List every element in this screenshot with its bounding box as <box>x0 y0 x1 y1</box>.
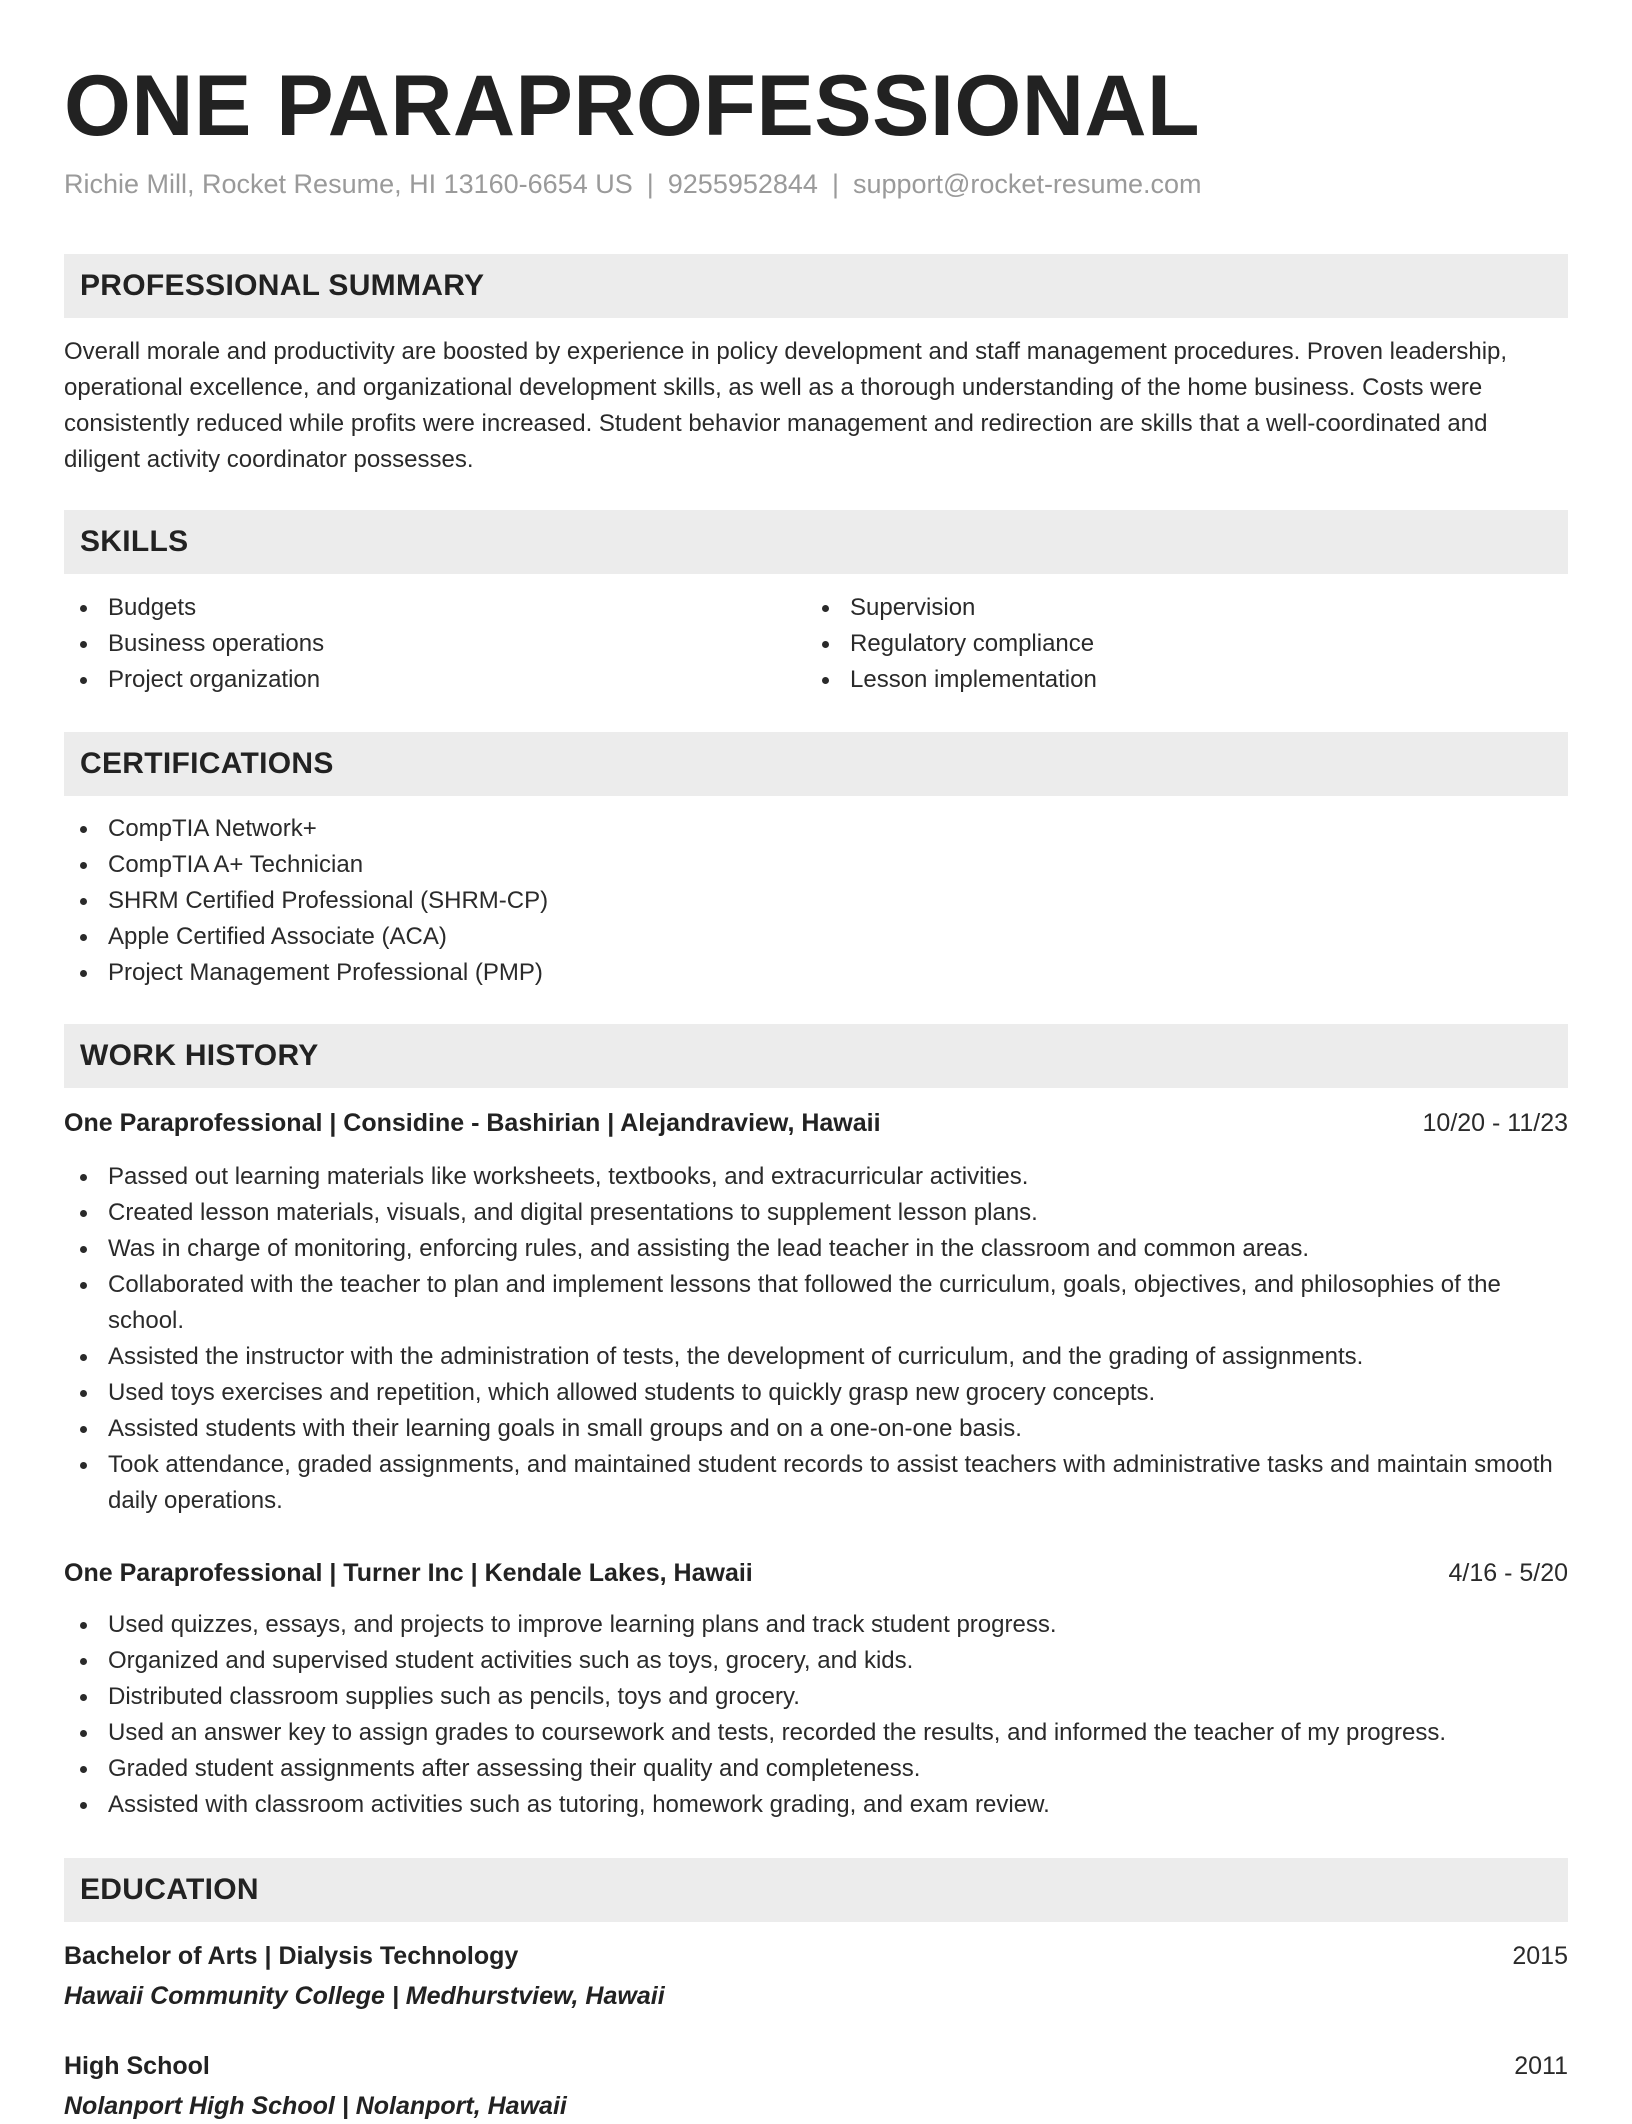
skill-item: Business operations <box>64 626 804 662</box>
job-bullet: Used toys exercises and repetition, which allowed students to quickly grasp new grocery concepts. <box>64 1375 1568 1411</box>
job-dates: 10/20 - 11/23 <box>1422 1109 1568 1137</box>
job-title: One Paraprofessional | Turner Inc | Kendale Lakes, Hawaii <box>64 1559 753 1587</box>
degree-title: High School <box>64 2052 210 2080</box>
certification-item: CompTIA A+ Technician <box>64 847 1568 883</box>
contact-separator: | <box>831 169 839 199</box>
education-entry-header <box>64 2048 1568 2084</box>
school-name: Nolanport High School | Nolanport, Hawaii <box>64 2092 567 2120</box>
section-header-work-history <box>64 1024 1568 1088</box>
skill-item: Supervision <box>806 590 1546 626</box>
section-title: SKILLS <box>80 525 189 558</box>
section-header-summary <box>64 254 1568 318</box>
skill-item: Budgets <box>64 590 804 626</box>
job-bullet: Was in charge of monitoring, enforcing rules, and assisting the lead teacher in the classroom and common areas. <box>64 1231 1568 1267</box>
graduation-year: 2011 <box>1514 2052 1568 2080</box>
job-bullet: Assisted students with their learning goals in small groups and on a one-on-one basis. <box>64 1411 1568 1447</box>
section-title: EDUCATION <box>80 1873 259 1906</box>
contact-line <box>64 166 1201 202</box>
job-bullet: Graded student assignments after assessing their quality and completeness. <box>64 1751 1568 1787</box>
contact-phone: 9255952844 <box>667 169 818 199</box>
skill-item: Regulatory compliance <box>806 626 1546 662</box>
certifications-list <box>64 811 1568 991</box>
job-bullet: Passed out learning materials like worksheets, textbooks, and extracurricular activities. <box>64 1159 1568 1195</box>
certification-item: Apple Certified Associate (ACA) <box>64 919 1568 955</box>
job-header <box>64 1555 1568 1591</box>
degree-title: Bachelor of Arts | Dialysis Technology <box>64 1942 519 1970</box>
skills-list-right <box>806 590 1546 698</box>
section-header-education <box>64 1858 1568 1922</box>
skills-list-left <box>64 590 804 698</box>
job-title: One Paraprofessional | Considine - Bashirian | Alejandraview, Hawaii <box>64 1109 881 1137</box>
candidate-name: ONE PARAPROFESSIONAL <box>64 58 1201 154</box>
job-bullet: Collaborated with the teacher to plan and implement lessons that followed the curriculum, goals, objectives, and philosophies of the school. <box>64 1267 1568 1339</box>
section-title: PROFESSIONAL SUMMARY <box>80 269 485 302</box>
certification-item: SHRM Certified Professional (SHRM-CP) <box>64 883 1568 919</box>
certification-item: Project Management Professional (PMP) <box>64 955 1568 991</box>
job-bullet: Used quizzes, essays, and projects to improve learning plans and track student progress. <box>64 1607 1568 1643</box>
job-dates: 4/16 - 5/20 <box>1448 1559 1568 1587</box>
section-header-skills <box>64 510 1568 574</box>
section-title: WORK HISTORY <box>80 1039 319 1072</box>
job-bullet: Distributed classroom supplies such as pencils, toys and grocery. <box>64 1679 1568 1715</box>
job-bullet: Assisted the instructor with the administration of tests, the development of curriculum, and the grading of assignments. <box>64 1339 1568 1375</box>
school-name: Hawaii Community College | Medhurstview, Hawaii <box>64 1982 665 2010</box>
section-header-certifications <box>64 732 1568 796</box>
job-bullet: Took attendance, graded assignments, and maintained student records to assist teachers with administrative tasks and maintain smooth daily operations. <box>64 1447 1568 1519</box>
graduation-year: 2015 <box>1512 1942 1568 1970</box>
job-bullet: Created lesson materials, visuals, and digital presentations to supplement lesson plans. <box>64 1195 1568 1231</box>
education-entry-header <box>64 1938 1568 1974</box>
summary-text: Overall morale and productivity are boosted by experience in policy development and staff management procedures. Proven leadership, operational excellence, and organizational development skills, as well as a thorough understanding of the home business. Costs were consistently reduced while profits were increased. Student behavior management and redirection are skills that a well-coordinated and diligent activity coordinator possesses. <box>64 338 1508 473</box>
job-bullets <box>64 1159 1568 1519</box>
contact-address: Richie Mill, Rocket Resume, HI 13160-6654 US <box>64 169 633 199</box>
certification-item: CompTIA Network+ <box>64 811 1568 847</box>
job-header <box>64 1105 1568 1141</box>
job-bullet: Organized and supervised student activities such as toys, grocery, and kids. <box>64 1643 1568 1679</box>
job-bullets <box>64 1607 1568 1823</box>
section-title: CERTIFICATIONS <box>80 747 334 780</box>
skill-item: Project organization <box>64 662 804 698</box>
contact-email[interactable]: support@rocket-resume.com <box>852 169 1202 199</box>
skill-item: Lesson implementation <box>806 662 1546 698</box>
job-bullet: Assisted with classroom activities such as tutoring, homework grading, and exam review. <box>64 1787 1568 1823</box>
contact-separator: | <box>646 169 654 199</box>
job-bullet: Used an answer key to assign grades to coursework and tests, recorded the results, and informed the teacher of my progress. <box>64 1715 1568 1751</box>
